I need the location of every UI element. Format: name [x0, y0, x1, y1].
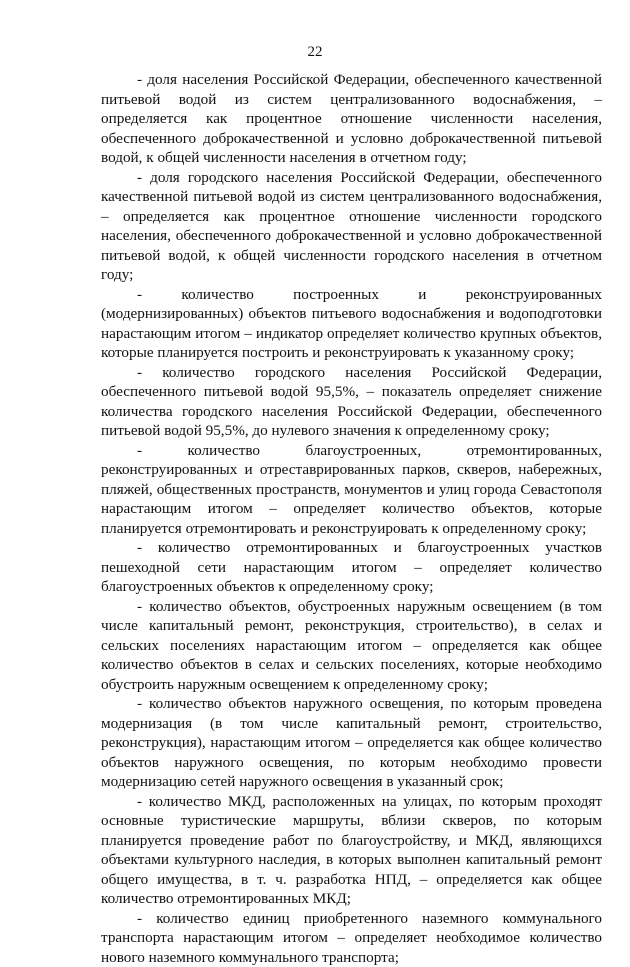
paragraph-4: - количество городского населения Российской Федерации, обеспеченного питьевой водой 95,5%, – показатель определяет снижение количества городского населения Российской Федерации, обеспеченного питьевой водой 95,5%, до нулевого значения к определенному сроку;: [101, 363, 602, 441]
page-number: 22: [0, 42, 630, 62]
paragraph-6: - количество отремонтированных и благоустроенных участков пешеходной сети нарастающим итогом – определяет количество благоустроенных объектов к определенному сроку;: [101, 538, 602, 597]
paragraph-1: - доля населения Российской Федерации, обеспеченного качественной питьевой водой из систем централизованного водоснабжения, – определяется как процентное отношение численности населения, обеспеченного доброкачественной и условно доброкачественной питьевой водой, к общей численности населения в отчетном году;: [101, 70, 602, 168]
paragraph-9: - количество МКД, расположенных на улицах, по которым проходят основные туристические маршруты, вблизи скверов, по которым планируется проведение работ по благоустройству, и МКД, являющихся объектами культурного наследия, в которых выполнен капитальный ремонт общего имущества, в т. ч. разработка НПД, – определяется как общее количество отремонтированных МКД;: [101, 792, 602, 909]
paragraph-5: - количество благоустроенных, отремонтированных, реконструированных и отреставрированных парков, скверов, набережных, пляжей, общественных пространств, монументов и улиц города Севастополя нарастающим итогом – определяет количество объектов, которые планируется отремонтировать и реконструировать к определенному сроку;: [101, 441, 602, 539]
paragraph-7: - количество объектов, обустроенных наружным освещением (в том числе капитальный ремонт, реконструкция, строительство), в селах и сельских поселениях нарастающим итогом – определяется как общее количество объектов в селах и сельских поселениях, которые необходимо обустроить наружным освещением к определенному сроку;: [101, 597, 602, 695]
paragraph-2: - доля городского населения Российской Федерации, обеспеченного качественной питьевой водой из систем централизованного водоснабжения, – определяется как процентное отношение численности городского населения, обеспеченного доброкачественной и условно доброкачественной питьевой водой, к общей численности городского населения в отчетном году;: [101, 168, 602, 285]
paragraph-8: - количество объектов наружного освещения, по которым проведена модернизация (в том числе капитальный ремонт, строительство, реконструкция), нарастающим итогом – определяется как общее количество объектов наружного освещения, по которым необходимо провести модернизацию сетей наружного освещения в указанный срок;: [101, 694, 602, 792]
paragraph-3: - количество построенных и реконструированных (модернизированных) объектов питьевого водоснабжения и водоподготовки нарастающим итогом – индикатор определяет количество крупных объектов, которые планируется построить и реконструировать к указанному сроку;: [101, 285, 602, 363]
paragraph-10: - количество единиц приобретенного наземного коммунального транспорта нарастающим итогом – определяет необходимое количество нового наземного коммунального транспорта;: [101, 909, 602, 967]
document-body: [101, 70, 602, 967]
